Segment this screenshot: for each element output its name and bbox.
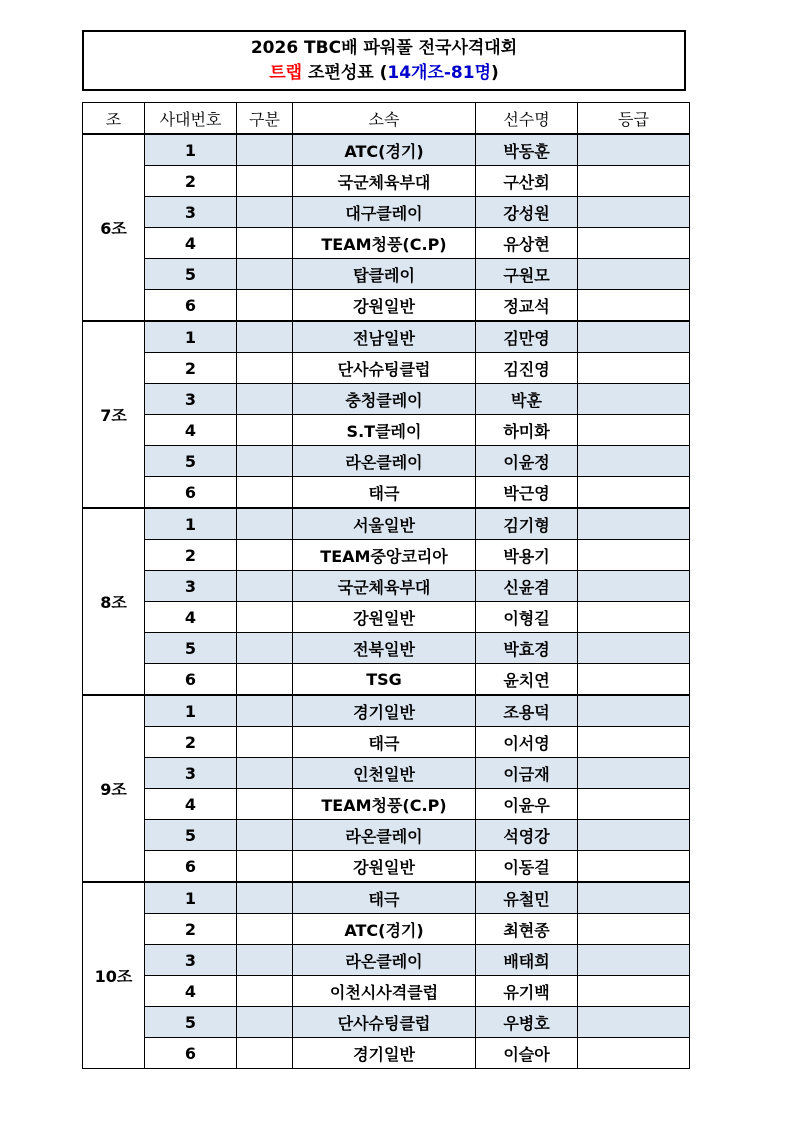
table-row — [83, 789, 690, 820]
column-header-grade: 등급 — [578, 103, 690, 135]
type-cell — [237, 415, 293, 446]
grade-cell — [578, 1038, 690, 1069]
station-number-cell: 6 — [145, 1038, 237, 1069]
station-number-cell: 4 — [145, 415, 237, 446]
player-name-cell: 유기백 — [476, 976, 578, 1007]
team-cell: 강원일반 — [293, 290, 476, 322]
station-number-cell: 1 — [145, 695, 237, 727]
player-name-cell: 이윤우 — [476, 789, 578, 820]
type-cell — [237, 259, 293, 290]
grade-cell — [578, 540, 690, 571]
column-header-group: 조 — [83, 103, 145, 135]
table-row — [83, 633, 690, 664]
player-name-cell: 이형길 — [476, 602, 578, 633]
type-cell — [237, 1038, 293, 1069]
table-row — [83, 820, 690, 851]
type-cell — [237, 166, 293, 197]
page-title: 2026 TBC배 파워풀 전국사격대회 — [250, 38, 518, 58]
player-name-cell: 유상현 — [476, 228, 578, 259]
grade-cell — [578, 571, 690, 602]
station-number-cell: 2 — [145, 914, 237, 945]
player-name-cell: 구산회 — [476, 166, 578, 197]
team-cell: 라온클레이 — [293, 945, 476, 976]
group-label-cell: 10조 — [83, 882, 145, 1069]
station-number-cell: 3 — [145, 384, 237, 415]
station-number-cell: 5 — [145, 259, 237, 290]
grade-cell — [578, 321, 690, 353]
type-cell — [237, 446, 293, 477]
type-cell — [237, 508, 293, 540]
table-row — [83, 945, 690, 976]
title-box — [82, 30, 686, 91]
subtitle-label: 조편성표 — [307, 63, 374, 83]
station-number-cell: 2 — [145, 727, 237, 758]
team-cell: 단사슈팅클럽 — [293, 353, 476, 384]
type-cell — [237, 290, 293, 322]
player-name-cell: 박동훈 — [476, 134, 578, 166]
type-cell — [237, 571, 293, 602]
type-cell — [237, 851, 293, 883]
team-cell: 대구클레이 — [293, 197, 476, 228]
player-name-cell: 윤치연 — [476, 664, 578, 696]
grade-cell — [578, 695, 690, 727]
group-label-cell: 7조 — [83, 321, 145, 508]
table-row — [83, 508, 690, 540]
type-cell — [237, 882, 293, 914]
player-name-cell: 강성원 — [476, 197, 578, 228]
group-label-cell: 6조 — [83, 134, 145, 321]
player-name-cell: 정교석 — [476, 290, 578, 322]
grade-cell — [578, 758, 690, 789]
table-row — [83, 477, 690, 509]
team-cell: 태극 — [293, 727, 476, 758]
type-cell — [237, 664, 293, 696]
team-cell: 전북일반 — [293, 633, 476, 664]
column-header-player: 선수명 — [476, 103, 578, 135]
station-number-cell: 3 — [145, 571, 237, 602]
team-cell: TEAM청풍(C.P) — [293, 228, 476, 259]
table-row — [83, 166, 690, 197]
grade-cell — [578, 166, 690, 197]
table-row — [83, 134, 690, 166]
player-name-cell: 이슬아 — [476, 1038, 578, 1069]
station-number-cell: 5 — [145, 446, 237, 477]
group-block — [83, 134, 690, 321]
type-cell — [237, 758, 293, 789]
team-cell: TEAM청풍(C.P) — [293, 789, 476, 820]
station-number-cell: 5 — [145, 820, 237, 851]
table-row — [83, 259, 690, 290]
column-header-station: 사대번호 — [145, 103, 237, 135]
player-name-cell: 이윤정 — [476, 446, 578, 477]
type-cell — [237, 820, 293, 851]
grade-cell — [578, 415, 690, 446]
team-cell: TEAM중앙코리아 — [293, 540, 476, 571]
player-name-cell: 이동걸 — [476, 851, 578, 883]
type-cell — [237, 540, 293, 571]
type-cell — [237, 914, 293, 945]
player-name-cell: 배태희 — [476, 945, 578, 976]
type-cell — [237, 789, 293, 820]
team-cell: 탑클레이 — [293, 259, 476, 290]
player-name-cell: 조용덕 — [476, 695, 578, 727]
type-cell — [237, 134, 293, 166]
grade-cell — [578, 727, 690, 758]
team-cell: S.T클레이 — [293, 415, 476, 446]
team-cell: 라온클레이 — [293, 820, 476, 851]
player-name-cell: 구원모 — [476, 259, 578, 290]
station-number-cell: 3 — [145, 945, 237, 976]
grade-cell — [578, 290, 690, 322]
team-cell: 경기일반 — [293, 695, 476, 727]
grade-cell — [578, 664, 690, 696]
station-number-cell: 2 — [145, 353, 237, 384]
type-cell — [237, 602, 293, 633]
type-cell — [237, 353, 293, 384]
type-cell — [237, 695, 293, 727]
station-number-cell: 4 — [145, 228, 237, 259]
table-header-row — [83, 103, 690, 135]
player-name-cell: 유철민 — [476, 882, 578, 914]
table-row — [83, 446, 690, 477]
type-cell — [237, 727, 293, 758]
table-row — [83, 882, 690, 914]
grade-cell — [578, 789, 690, 820]
group-block — [83, 695, 690, 882]
player-name-cell: 하미화 — [476, 415, 578, 446]
group-block — [83, 882, 690, 1069]
type-cell — [237, 976, 293, 1007]
type-cell — [237, 384, 293, 415]
station-number-cell: 6 — [145, 851, 237, 883]
player-name-cell: 최현종 — [476, 914, 578, 945]
player-name-cell: 박용기 — [476, 540, 578, 571]
column-header-team: 소속 — [293, 103, 476, 135]
table-row — [83, 664, 690, 696]
type-cell — [237, 477, 293, 509]
grade-cell — [578, 851, 690, 883]
team-cell: 태극 — [293, 477, 476, 509]
table-row — [83, 1007, 690, 1038]
grade-cell — [578, 134, 690, 166]
team-cell: 단사슈팅클럽 — [293, 1007, 476, 1038]
table-row — [83, 415, 690, 446]
station-number-cell: 4 — [145, 789, 237, 820]
station-number-cell: 6 — [145, 477, 237, 509]
station-number-cell: 2 — [145, 540, 237, 571]
grade-cell — [578, 353, 690, 384]
table-row — [83, 353, 690, 384]
table-row — [83, 540, 690, 571]
table-row — [83, 602, 690, 633]
team-cell: 라온클레이 — [293, 446, 476, 477]
station-number-cell: 1 — [145, 882, 237, 914]
grade-cell — [578, 820, 690, 851]
station-number-cell: 4 — [145, 602, 237, 633]
grade-cell — [578, 259, 690, 290]
summary-count: 14개조-81명 — [387, 63, 492, 83]
player-name-cell: 김기형 — [476, 508, 578, 540]
grade-cell — [578, 633, 690, 664]
player-name-cell: 우병호 — [476, 1007, 578, 1038]
table-row — [83, 197, 690, 228]
table-row — [83, 384, 690, 415]
team-cell: 국군체육부대 — [293, 571, 476, 602]
event-name: 트랩 — [269, 63, 303, 83]
table-row — [83, 321, 690, 353]
grade-cell — [578, 228, 690, 259]
player-name-cell: 김만영 — [476, 321, 578, 353]
table-row — [83, 290, 690, 322]
type-cell — [237, 321, 293, 353]
group-block — [83, 508, 690, 695]
station-number-cell: 3 — [145, 197, 237, 228]
station-number-cell: 5 — [145, 633, 237, 664]
team-cell: 강원일반 — [293, 602, 476, 633]
grade-cell — [578, 384, 690, 415]
grade-cell — [578, 446, 690, 477]
station-number-cell: 2 — [145, 166, 237, 197]
grade-cell — [578, 602, 690, 633]
station-number-cell: 3 — [145, 758, 237, 789]
table-row — [83, 571, 690, 602]
grade-cell — [578, 882, 690, 914]
group-label-cell: 8조 — [83, 508, 145, 695]
type-cell — [237, 633, 293, 664]
team-cell: 전남일반 — [293, 321, 476, 353]
station-number-cell: 4 — [145, 976, 237, 1007]
player-name-cell: 박효경 — [476, 633, 578, 664]
table-row — [83, 976, 690, 1007]
type-cell — [237, 228, 293, 259]
team-cell: TSG — [293, 664, 476, 696]
group-label-cell: 9조 — [83, 695, 145, 882]
type-cell — [237, 197, 293, 228]
type-cell — [237, 945, 293, 976]
player-name-cell: 이서영 — [476, 727, 578, 758]
grade-cell — [578, 976, 690, 1007]
player-name-cell: 박훈 — [476, 384, 578, 415]
station-number-cell: 1 — [145, 321, 237, 353]
station-number-cell: 5 — [145, 1007, 237, 1038]
grade-cell — [578, 1007, 690, 1038]
team-cell: ATC(경기) — [293, 134, 476, 166]
table-row — [83, 851, 690, 883]
team-cell: 국군체육부대 — [293, 166, 476, 197]
grade-cell — [578, 508, 690, 540]
team-cell: 서울일반 — [293, 508, 476, 540]
table-row — [83, 914, 690, 945]
team-cell: 태극 — [293, 882, 476, 914]
team-cell: 경기일반 — [293, 1038, 476, 1069]
team-cell: ATC(경기) — [293, 914, 476, 945]
table-row — [83, 758, 690, 789]
page-subtitle — [84, 62, 684, 84]
station-number-cell: 6 — [145, 664, 237, 696]
table-row — [83, 1038, 690, 1069]
team-cell: 이천시사격클럽 — [293, 976, 476, 1007]
table-row — [83, 695, 690, 727]
team-cell: 강원일반 — [293, 851, 476, 883]
table-row — [83, 228, 690, 259]
player-name-cell: 박근영 — [476, 477, 578, 509]
station-number-cell: 6 — [145, 290, 237, 322]
paren-open: ( — [379, 63, 388, 83]
roster-table — [82, 102, 690, 1069]
player-name-cell: 신윤겸 — [476, 571, 578, 602]
team-cell: 인천일반 — [293, 758, 476, 789]
table-row — [83, 727, 690, 758]
paren-close: ) — [491, 63, 499, 83]
column-header-type: 구분 — [237, 103, 293, 135]
player-name-cell: 이금재 — [476, 758, 578, 789]
player-name-cell: 석영강 — [476, 820, 578, 851]
type-cell — [237, 1007, 293, 1038]
player-name-cell: 김진영 — [476, 353, 578, 384]
team-cell: 충청클레이 — [293, 384, 476, 415]
grade-cell — [578, 914, 690, 945]
station-number-cell: 1 — [145, 134, 237, 166]
group-block — [83, 321, 690, 508]
station-number-cell: 1 — [145, 508, 237, 540]
grade-cell — [578, 945, 690, 976]
grade-cell — [578, 197, 690, 228]
grade-cell — [578, 477, 690, 509]
